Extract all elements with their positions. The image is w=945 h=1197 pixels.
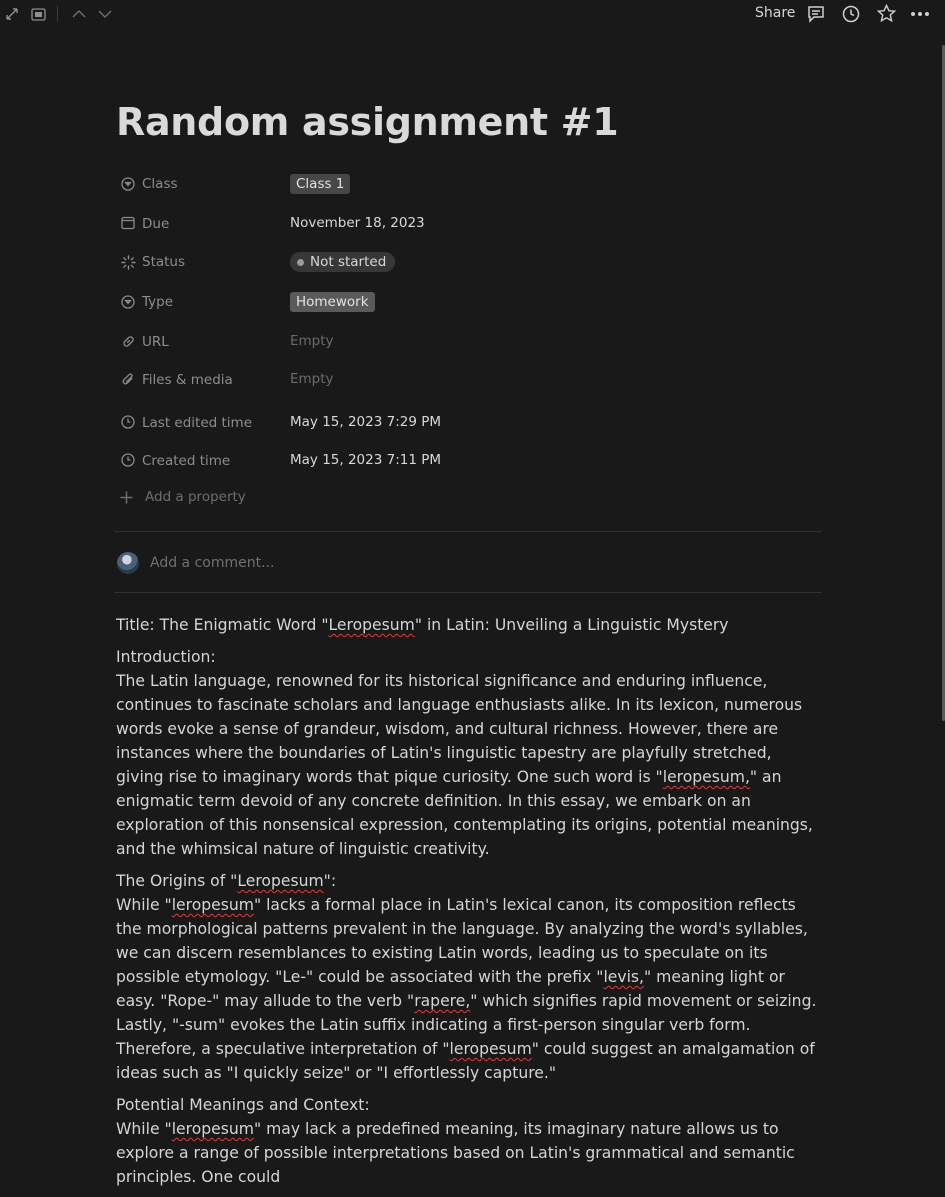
property-label-status[interactable]: Status bbox=[142, 254, 186, 270]
essay-title[interactable]: Title: The Enigmatic Word "Leropesum" in Latin: Unveiling a Linguistic Mystery bbox=[116, 616, 729, 634]
clock-icon bbox=[120, 414, 136, 430]
chevron-up-icon[interactable] bbox=[71, 6, 87, 22]
url-value[interactable]: Empty bbox=[290, 333, 334, 349]
avatar bbox=[117, 552, 139, 574]
due-date-value[interactable]: November 18, 2023 bbox=[290, 215, 425, 231]
clock-icon bbox=[120, 452, 136, 468]
more-icon[interactable] bbox=[909, 4, 931, 24]
status-value: Not started bbox=[310, 254, 387, 270]
plus-icon bbox=[120, 491, 136, 504]
add-property-label: Add a property bbox=[145, 489, 246, 505]
created-value: May 15, 2023 7:11 PM bbox=[290, 452, 442, 468]
files-value[interactable]: Empty bbox=[290, 371, 334, 387]
divider bbox=[114, 531, 822, 532]
property-label-due[interactable]: Due bbox=[142, 216, 170, 232]
select-icon bbox=[120, 176, 136, 192]
page-content[interactable] bbox=[116, 613, 822, 1197]
history-icon[interactable] bbox=[841, 4, 861, 24]
page-title[interactable]: Random assignment #1 bbox=[116, 100, 619, 144]
calendar-icon bbox=[120, 215, 136, 231]
paperclip-icon bbox=[120, 371, 136, 387]
intro-paragraph[interactable]: Introduction: The Latin language, renowned for its historical significance and enduring influence, continues to fascinate scholars and language enthusiasts alike. In its lexicon, numerous words evoke a sense of grandeur, wisdom, and cultural richness. However, there are instances where the boundaries of Latin's linguistic tapestry are playfully stretched, giving rise to imaginary words that pique curiosity. One such word is "leropesum," an enigmatic term devoid of any concrete definition. In this essay, we embark on an exploration of this nonsensical expression, contemplating its origins, potential meanings, and the whimsical nature of linguistic creativity. bbox=[116, 648, 813, 858]
panel-icon[interactable] bbox=[30, 6, 46, 22]
status-badge[interactable] bbox=[290, 252, 395, 272]
type-tag[interactable]: Homework bbox=[290, 292, 375, 312]
class-tag[interactable]: Class 1 bbox=[290, 174, 350, 194]
property-label-type[interactable]: Type bbox=[142, 294, 174, 310]
star-icon[interactable] bbox=[876, 3, 896, 23]
status-icon bbox=[120, 254, 136, 270]
top-bar bbox=[0, 0, 945, 28]
origins-paragraph[interactable]: The Origins of "Leropesum": While "leropesum" lacks a formal place in Latin's lexical canon, its composition reflects the morphological patterns prevalent in the language. By analyzing the word's syllables, we can discern resemblances to existing Latin words, leading us to speculate on its possible etymology. "Le-" could be associated with the prefix "levis," meaning light or easy. "Rope-" may allude to the verb "rapere," which signifies rapid movement or seizing. Lastly, "-sum" evokes the Latin suffix indicating a first-person singular verb form. Therefore, a speculative interpretation of "leropesum" could suggest an amalgamation of ideas such as "I quickly seize" or "I effortlessly capture." bbox=[116, 872, 817, 1082]
comment-input[interactable]: Add a comment... bbox=[150, 555, 275, 571]
property-label-last-edited[interactable]: Last edited time bbox=[142, 415, 252, 431]
property-label-class[interactable]: Class bbox=[142, 176, 178, 192]
property-label-url[interactable]: URL bbox=[142, 334, 169, 350]
expand-icon[interactable] bbox=[4, 6, 20, 22]
divider bbox=[57, 6, 58, 22]
divider bbox=[114, 592, 822, 593]
property-label-created[interactable]: Created time bbox=[142, 453, 231, 469]
chevron-down-icon[interactable] bbox=[97, 6, 113, 22]
meanings-paragraph[interactable]: Potential Meanings and Context: While "leropesum" may lack a predefined meaning, its imaginary nature allows us to explore a range of possible interpretations based on Latin's grammatical and semantic principles. One could bbox=[116, 1096, 795, 1186]
comment-icon[interactable] bbox=[806, 4, 826, 24]
property-label-files[interactable]: Files & media bbox=[142, 372, 233, 388]
select-icon bbox=[120, 294, 136, 310]
share-button[interactable]: Share bbox=[755, 5, 796, 21]
last-edited-value: May 15, 2023 7:29 PM bbox=[290, 414, 442, 430]
add-property-button[interactable] bbox=[120, 489, 246, 505]
status-dot-icon bbox=[297, 259, 304, 266]
link-icon bbox=[120, 333, 136, 349]
